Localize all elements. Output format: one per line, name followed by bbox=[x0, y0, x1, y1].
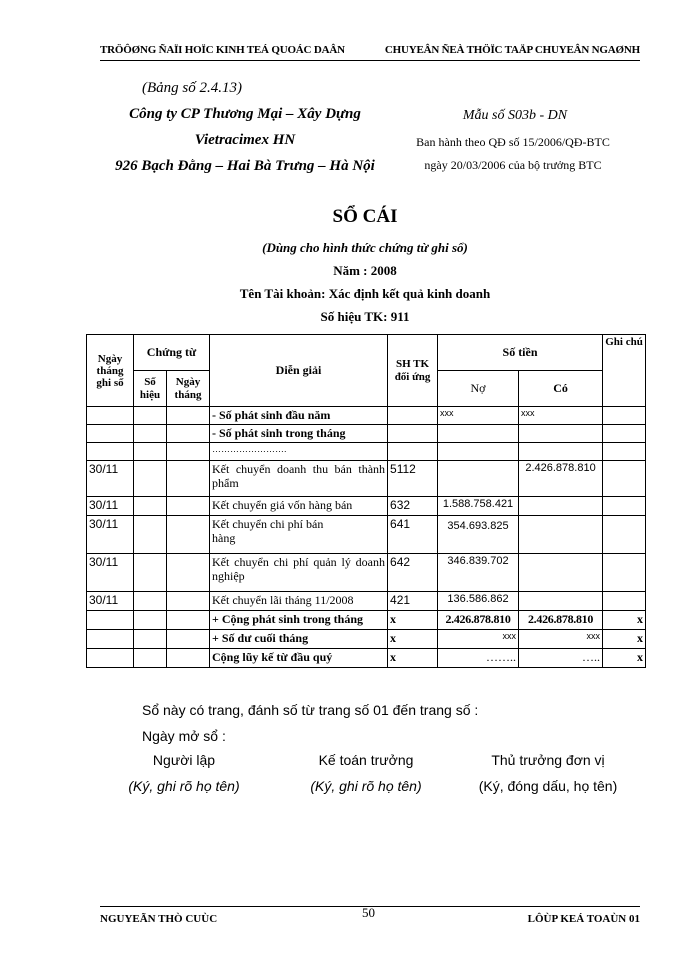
row-credit: xxx bbox=[519, 407, 603, 425]
row-description: Kết chuyển lãi tháng 11/2008 bbox=[210, 592, 388, 611]
table-row bbox=[87, 630, 646, 649]
table-row bbox=[87, 407, 646, 425]
row-debit: 1.588.758.421 bbox=[438, 497, 519, 516]
row-date: 30/11 bbox=[87, 554, 134, 592]
row-contra-account: 5112 bbox=[388, 461, 438, 497]
page-footer bbox=[100, 906, 640, 927]
open-date-note: Ngày mở sổ : bbox=[142, 728, 226, 744]
signature-preparer-hint: (Ký, ghi rõ họ tên) bbox=[128, 778, 240, 794]
signature-preparer-role: Người lập bbox=[152, 752, 216, 768]
account-name: Tên Tài khoản: Xác định kết quả kinh doanh bbox=[239, 286, 491, 301]
table-reference: (Bảng số 2.4.13) bbox=[142, 80, 242, 96]
header-topic: CHUYEÂN ÑEÀ THÖÏC TAÄP CHUYEÂN NGAØNH bbox=[384, 44, 640, 56]
row-contra-account: 642 bbox=[388, 554, 438, 592]
row-contra-account: x bbox=[388, 611, 438, 630]
row-contra-account: 421 bbox=[388, 592, 438, 611]
row-description: Kết chuyển chi phí bán hàng bbox=[210, 516, 388, 554]
row-note: x bbox=[603, 611, 646, 630]
header-date: Ngày tháng ghi sổ bbox=[87, 335, 134, 407]
row-credit: 2.426.878.810 bbox=[519, 461, 603, 497]
row-description: Cộng lũy kế từ đầu quý bbox=[210, 649, 388, 668]
company-name-line2: Vietracimex HN bbox=[194, 132, 296, 148]
row-contra-account: x bbox=[388, 649, 438, 668]
row-description: + Số dư cuối tháng bbox=[210, 630, 388, 649]
header-voucher-date: Ngày tháng bbox=[167, 371, 210, 407]
table-row bbox=[87, 649, 646, 668]
row-debit: 136.586.862 bbox=[438, 592, 519, 611]
table-row bbox=[87, 592, 646, 611]
footer-page-number: 50 bbox=[362, 905, 375, 920]
header-description: Diễn giải bbox=[210, 335, 388, 407]
row-note: x bbox=[603, 649, 646, 668]
row-debit: xxx bbox=[438, 630, 519, 649]
ledger-table bbox=[86, 334, 646, 668]
form-issued-line1: Ban hành theo QĐ số 15/2006/QĐ-BTC bbox=[416, 135, 610, 149]
header-voucher: Chứng từ bbox=[134, 335, 210, 371]
account-code: Số hiệu TK: 911 bbox=[320, 309, 410, 324]
row-debit: 2.426.878.810 bbox=[438, 611, 519, 630]
signature-director-hint: (Ký, đóng dấu, họ tên) bbox=[478, 778, 618, 794]
header-contra-account: SH TK đối ứng bbox=[388, 335, 438, 407]
table-row bbox=[87, 516, 646, 554]
footer-author: NGUYEÃN THÒ CUÙC bbox=[100, 913, 218, 925]
page-count-note: Sổ này có trang, đánh số từ trang số 01 đến trang số : bbox=[142, 702, 479, 718]
row-note: x bbox=[603, 630, 646, 649]
header-debit: Nợ bbox=[438, 371, 519, 407]
row-credit: ….. bbox=[519, 649, 603, 668]
row-debit: …….. bbox=[438, 649, 519, 668]
row-contra-account: 632 bbox=[388, 497, 438, 516]
row-credit: 2.426.878.810 bbox=[519, 611, 603, 630]
header-note: Ghi chú bbox=[603, 335, 646, 407]
row-debit: 354.693.825 bbox=[438, 516, 519, 554]
page-header bbox=[100, 44, 640, 61]
footer-class: LÔÙP KEÁ TOAÙN 01 bbox=[527, 913, 640, 925]
row-date: 30/11 bbox=[87, 461, 134, 497]
row-debit: xxx bbox=[438, 407, 519, 425]
table-row bbox=[87, 425, 646, 443]
header-amount: Số tiền bbox=[438, 335, 603, 371]
signature-director-role: Thủ trưởng đơn vị bbox=[491, 752, 605, 768]
row-description: Kết chuyển chi phí quản lý doanh nghiệp bbox=[210, 554, 388, 592]
row-description: - Số phát sinh đầu năm bbox=[210, 407, 388, 425]
row-contra-account: 641 bbox=[388, 516, 438, 554]
row-credit: xxx bbox=[519, 630, 603, 649]
row-contra-account: x bbox=[388, 630, 438, 649]
row-description: + Cộng phát sinh trong tháng bbox=[210, 611, 388, 630]
row-description: - Số phát sinh trong tháng bbox=[210, 425, 388, 443]
row-debit: 346.839.702 bbox=[438, 554, 519, 592]
table-row bbox=[87, 611, 646, 630]
header-voucher-no: Số hiệu bbox=[134, 371, 167, 407]
page-title: SỔ CÁI bbox=[332, 206, 398, 227]
company-name-line1: Công ty CP Thương Mại – Xây Dựng bbox=[129, 106, 361, 122]
row-description: Kết chuyển doanh thu bán thành phẩm bbox=[210, 461, 388, 497]
table-row bbox=[87, 443, 646, 461]
row-description: ……………………. bbox=[210, 443, 388, 461]
company-address: 926 Bạch Đằng – Hai Bà Trưng – Hà Nội bbox=[115, 158, 375, 174]
row-date: 30/11 bbox=[87, 592, 134, 611]
ledger-year: Năm : 2008 bbox=[333, 263, 397, 278]
form-issued-line2: ngày 20/03/2006 của bộ trưởng BTC bbox=[424, 158, 602, 172]
row-description: Kết chuyển giá vốn hàng bán bbox=[210, 497, 388, 516]
table-row bbox=[87, 554, 646, 592]
table-row bbox=[87, 461, 646, 497]
signature-chief-accountant-role: Kế toán trưởng bbox=[318, 752, 414, 768]
page-subtitle: (Dùng cho hình thức chứng từ ghi sổ) bbox=[262, 240, 468, 255]
row-date: 30/11 bbox=[87, 516, 134, 554]
form-code: Mẫu số S03b - DN bbox=[462, 108, 568, 123]
row-date: 30/11 bbox=[87, 497, 134, 516]
table-row bbox=[87, 497, 646, 516]
header-university: TRÖÔØNG ÑAÏI HOÏC KINH TEÁ QUOÁC DAÂN bbox=[100, 44, 345, 56]
signature-chief-accountant-hint: (Ký, ghi rõ họ tên) bbox=[310, 778, 422, 794]
header-credit: Có bbox=[519, 371, 603, 407]
